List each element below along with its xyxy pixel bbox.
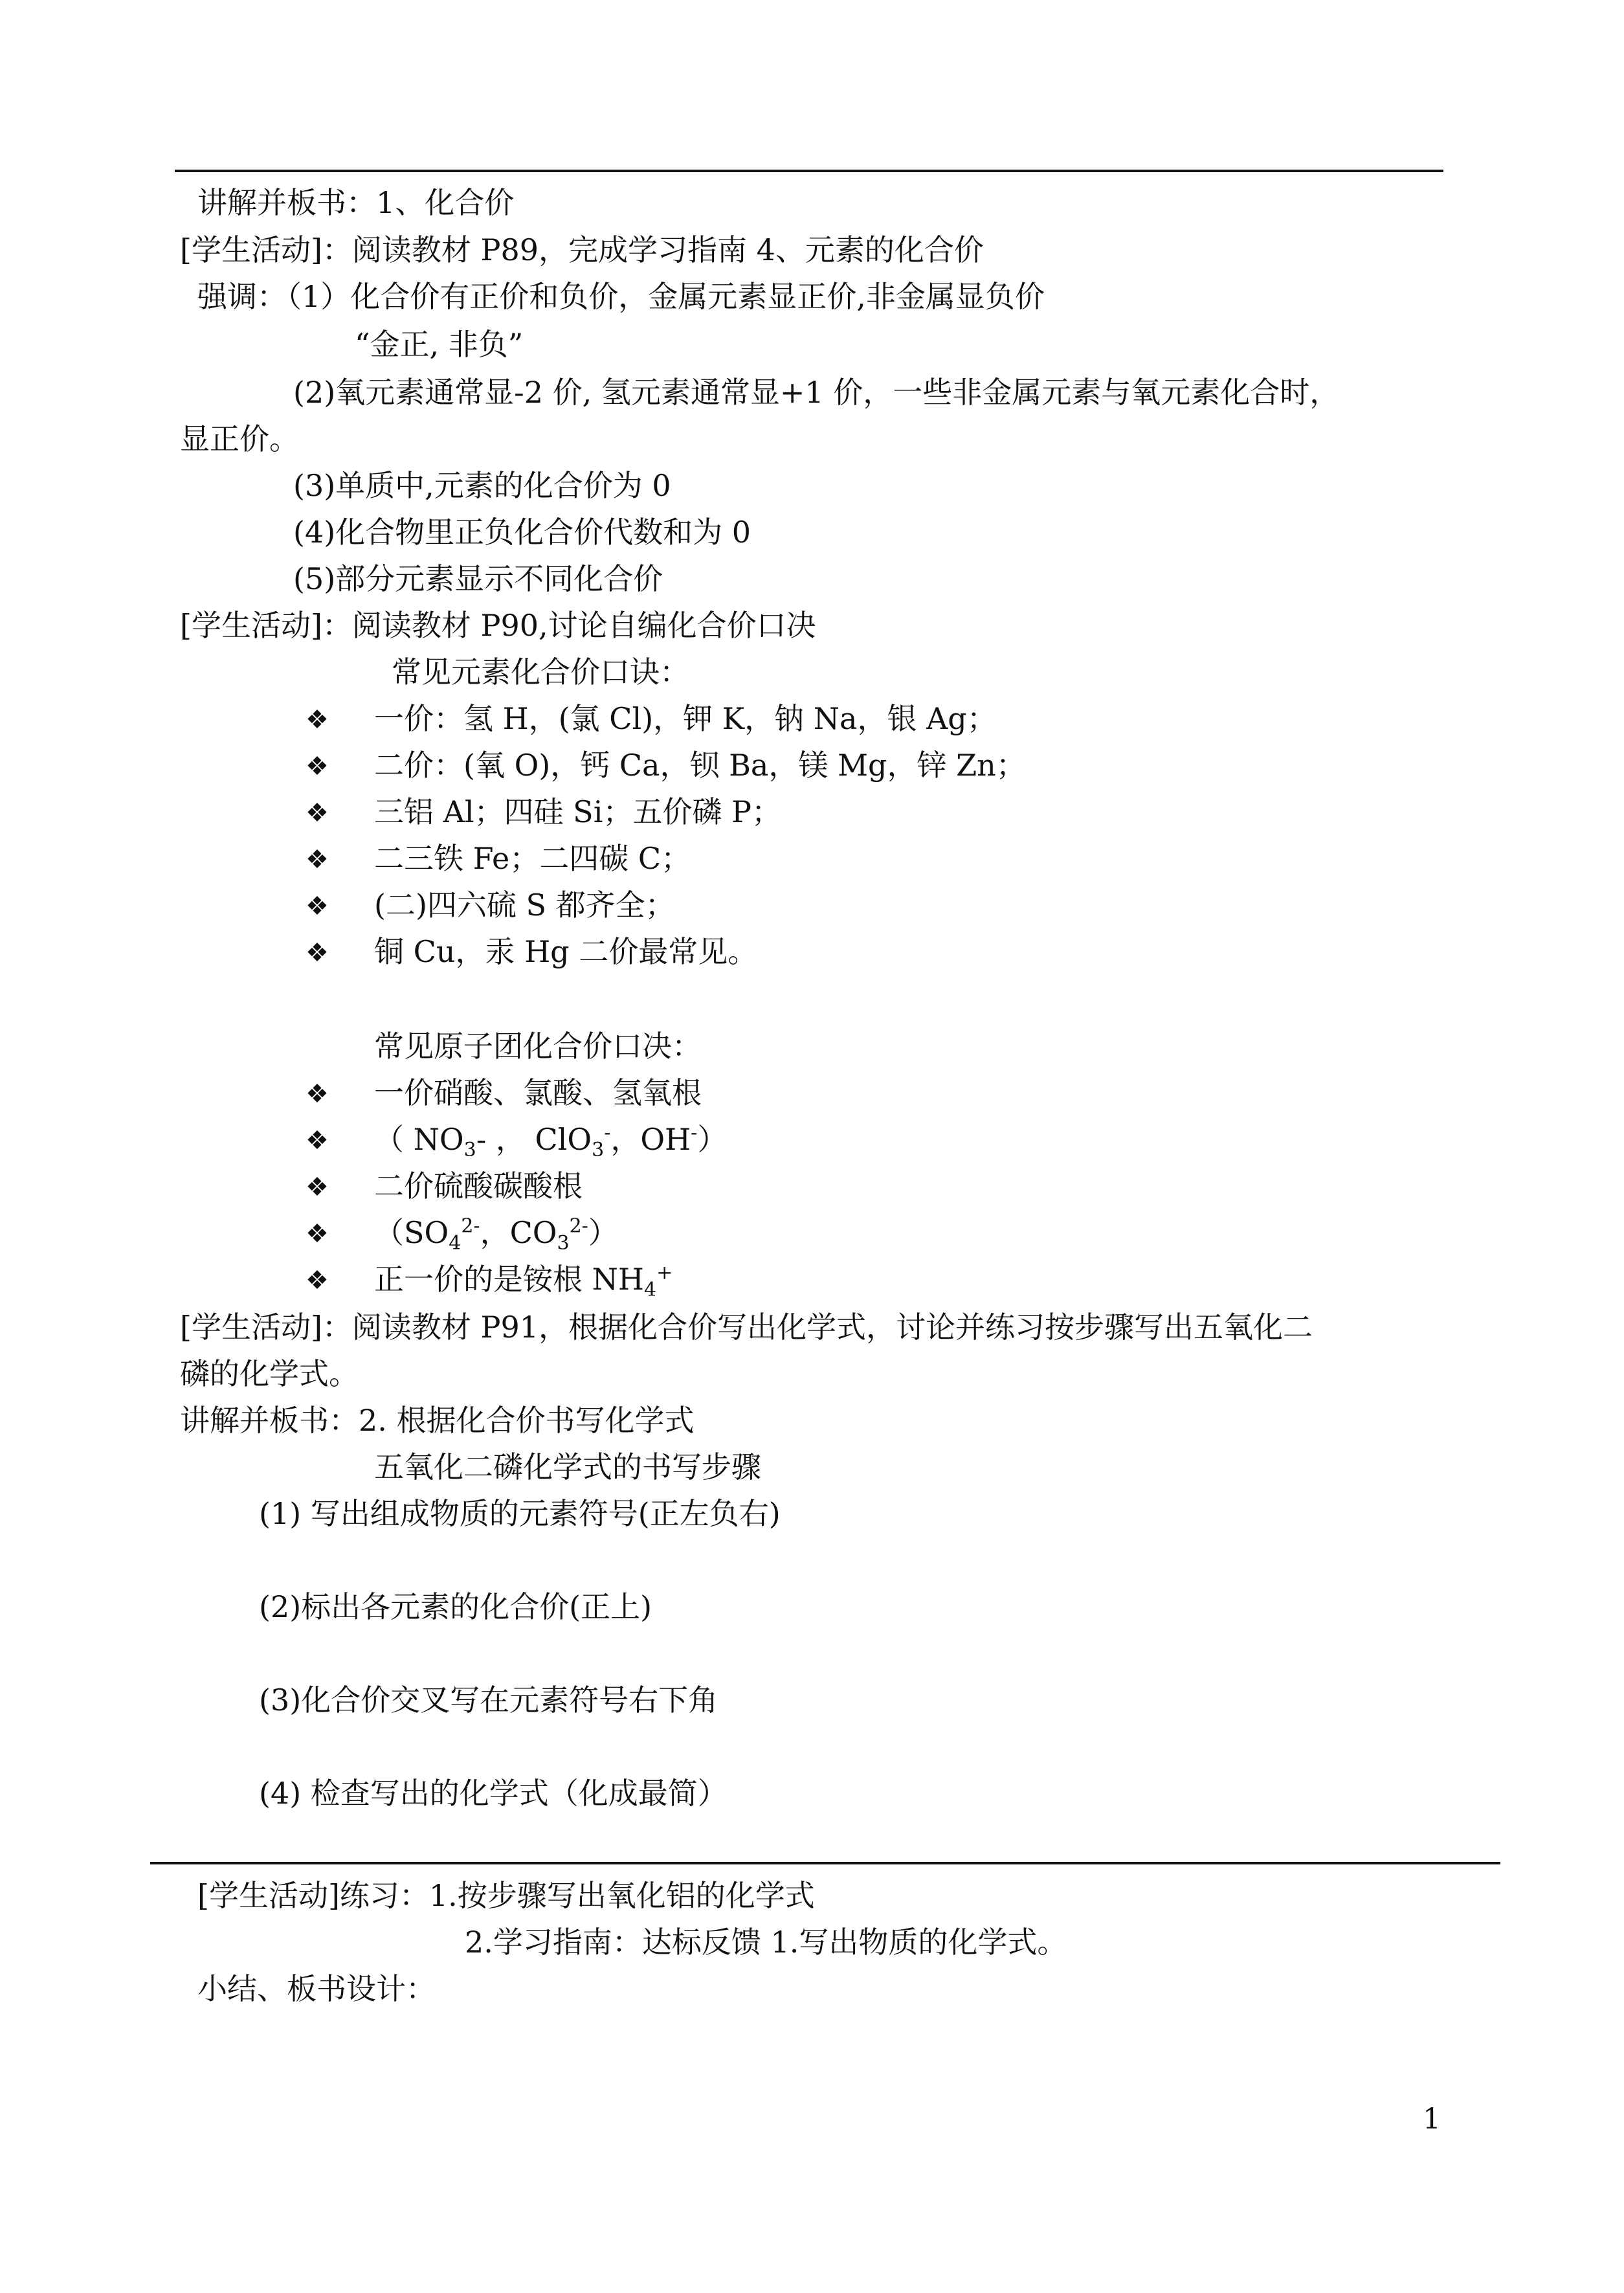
text-line: 磷的化学式。	[180, 1356, 359, 1391]
list-item: 铜 Cu，汞 Hg 二价最常见。	[374, 934, 758, 969]
bullet-icon: ❖	[306, 798, 329, 828]
list-item: (二)四六硫 S 都齐全；	[374, 888, 675, 923]
text-line: 强调：（1）化合价有正价和负价，金属元素显正价,非金属显负价	[197, 279, 1045, 314]
text-line: (2)氧元素通常显-2 价, 氢元素通常显+1 价，一些非金属元素与氧元素化合时，	[293, 375, 1340, 410]
top-rule	[175, 170, 1443, 172]
formula-sub: 3	[592, 1139, 605, 1162]
bullet-icon: ❖	[306, 1126, 329, 1156]
text-line: [学生活动]：阅读教材 P91，根据化合价写出化学式，讨论并练习按步骤写出五氧化二	[180, 1310, 1313, 1345]
formula-sup: +	[656, 1261, 673, 1284]
formula-part: ）	[588, 1215, 618, 1250]
formula-part: （ NO	[374, 1122, 464, 1157]
formula-part: 正一价的是铵根 NH	[374, 1262, 644, 1297]
formula-sub: 3	[557, 1232, 570, 1255]
formula-sup: -	[604, 1121, 611, 1145]
text-line: (5)部分元素显示不同化合价	[293, 561, 663, 596]
list-item	[374, 1214, 618, 1255]
bullet-icon: ❖	[306, 1172, 329, 1202]
list-item: 二价：(氧 O)，钙 Ca，钡 Ba，镁 Mg，锌 Zn；	[374, 748, 1026, 783]
bullet-icon: ❖	[306, 705, 329, 735]
text-line: 显正价。	[180, 421, 299, 456]
text-line: [学生活动]练习：1.按步骤写出氧化铝的化学式	[197, 1878, 815, 1913]
text-line: 常见元素化合价口诀：	[392, 654, 689, 689]
formula-sub: 3	[463, 1139, 476, 1162]
formula-sup: 2-	[461, 1214, 480, 1238]
bullet-icon: ❖	[306, 845, 329, 875]
text-line: 讲解并板书：1、化合价	[197, 185, 515, 220]
bottom-rule	[150, 1862, 1500, 1864]
text-line: “金正, 非负”	[355, 327, 524, 362]
text-line: 五氧化二磷化学式的书写步骤	[374, 1449, 761, 1484]
formula-part: （SO	[374, 1215, 449, 1250]
text-line: (3)单质中,元素的化合价为 0	[293, 468, 671, 503]
text-line: (4)化合物里正负化合价代数和为 0	[293, 515, 751, 550]
formula-sub: 4	[449, 1232, 462, 1255]
step-line: (4) 检查写出的化学式（化成最简）	[259, 1776, 728, 1811]
text-line: 常见原子团化合价口决：	[374, 1029, 702, 1064]
bullet-icon: ❖	[306, 1079, 329, 1109]
step-line: (2)标出各元素的化合价(正上)	[259, 1589, 652, 1624]
formula-sub: 4	[644, 1279, 657, 1302]
list-item	[374, 1121, 728, 1162]
formula-sup: -	[691, 1121, 698, 1145]
bullet-icon: ❖	[306, 1266, 329, 1295]
text-line: 小结、板书设计：	[197, 1971, 436, 2006]
bullet-icon: ❖	[306, 938, 329, 968]
list-item	[374, 1261, 673, 1302]
list-item: 二价硫酸碳酸根	[374, 1169, 583, 1203]
formula-part: - ， ClO	[476, 1122, 592, 1157]
formula-sup: 2-	[569, 1214, 588, 1238]
list-item: 二三铁 Fe；二四碳 C；	[374, 841, 691, 876]
text-line: [学生活动]：阅读教材 P89，完成学习指南 4、元素的化合价	[180, 232, 984, 267]
formula-part: ）	[697, 1122, 728, 1157]
text-line: [学生活动]：阅读教材 P90,讨论自编化合价口决	[180, 608, 816, 643]
formula-part: ，OH	[610, 1122, 691, 1157]
bullet-icon: ❖	[306, 891, 329, 921]
step-line: (1) 写出组成物质的元素符号(正左负右)	[259, 1496, 781, 1531]
text-line: 讲解并板书：2. 根据化合价书写化学式	[180, 1403, 695, 1438]
list-item: 一价硝酸、氯酸、氢氧根	[374, 1075, 702, 1110]
list-item: 一价：氢 H，(氯 Cl)，钾 K，钠 Na，银 Ag；	[374, 701, 997, 736]
text-line: 2.学习指南：达标反馈 1.写出物质的化学式。	[465, 1925, 1067, 1960]
formula-part: ，CO	[480, 1215, 557, 1250]
bullet-icon: ❖	[306, 752, 329, 781]
step-line: (3)化合价交叉写在元素符号右下角	[259, 1683, 718, 1717]
list-item: 三铝 Al；四硅 Si；五价磷 P；	[374, 794, 781, 829]
bullet-icon: ❖	[306, 1219, 329, 1249]
page-number: 1	[1423, 2103, 1441, 2136]
